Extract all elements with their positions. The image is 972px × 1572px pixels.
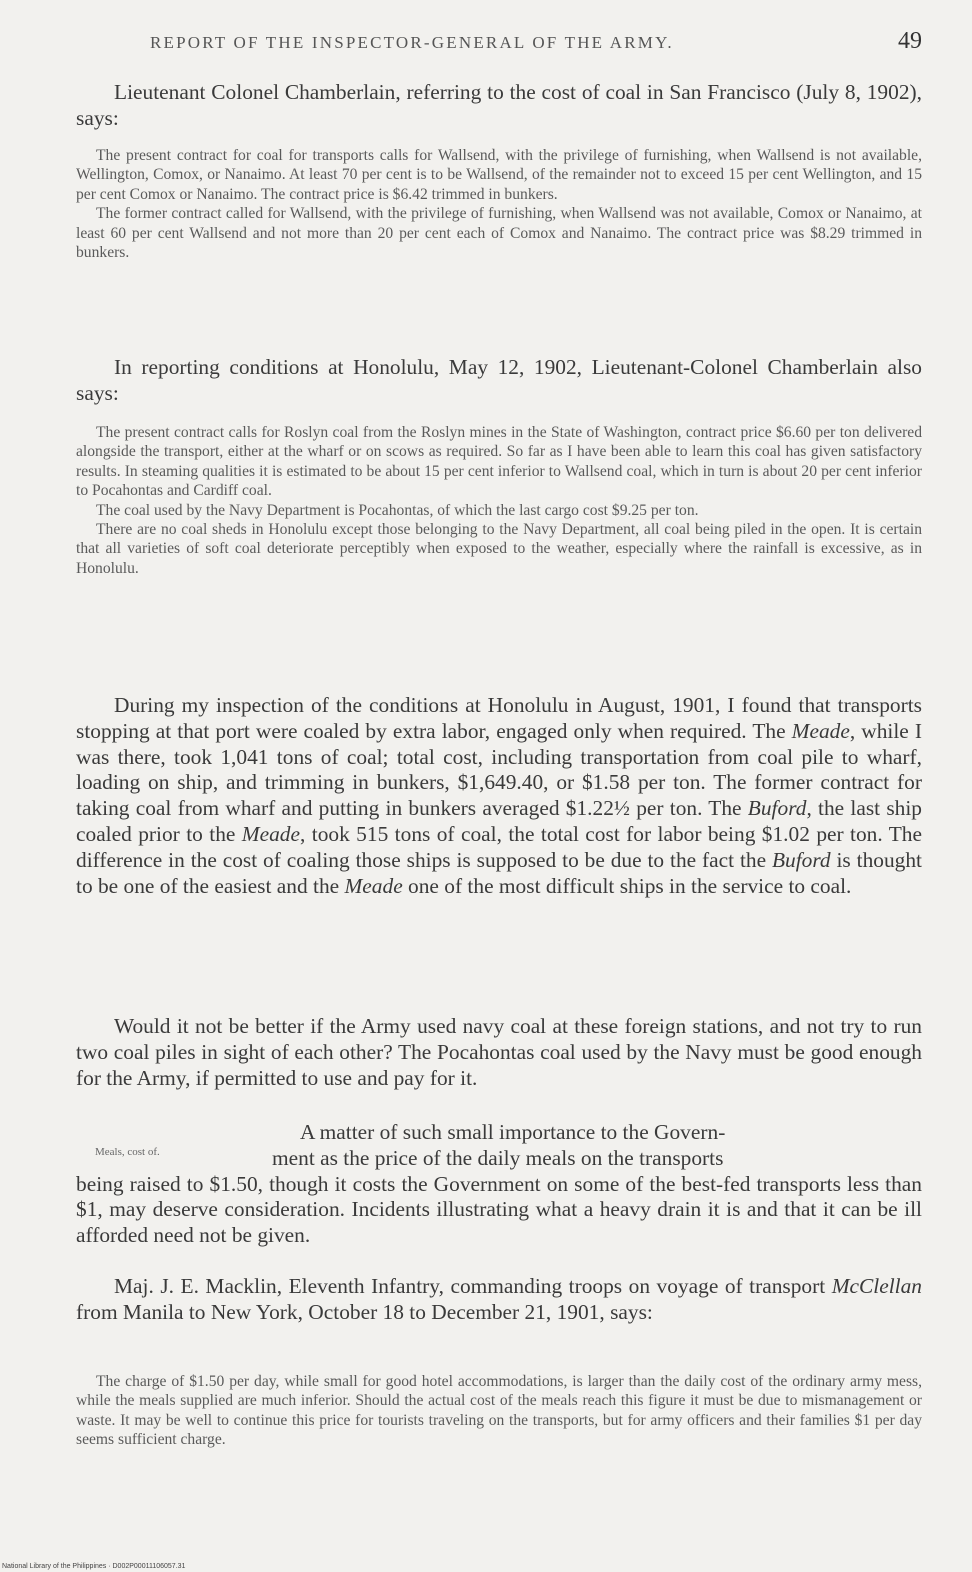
ship-name: Meade [344,873,403,898]
ship-name: Meade [791,718,850,743]
page-header [76,28,922,55]
ship-name: Buford [747,796,807,821]
quote-paragraph: The present contract for coal for transports calls for Wallsend, with the privilege of furnishing, when Wallsend is not available, Wellington, Comox, or Nanaimo. At least 70 per cent is to be Wallsend, of the remainder not to exceed 15 per cent Wellington, and 15 per cent Comox or Nanaimo. The contract price is $6.42 trimmed in bunkers. [76,147,922,203]
page-number: 49 [898,28,922,54]
margin-note: Meals, cost of. [95,1146,160,1158]
quote-sf-contract [76,146,922,262]
paragraph-honolulu-intro: In reporting conditions at Honolulu, May 12, 1902, Lieutenant-Colonel Chamberlain also says: [76,355,922,405]
paragraph-inspection: During my inspection of the conditions at Honolulu in August, 1901, I found that transports stopping at that port were coaled by extra labor, engaged only when required. The Meade, while I was there, took 1,041 tons of coal; total cost, including transportation from coal pile to wharf, loading on ship, and trimming in bunkers, $1,649.40, or $1.58 per ton. The former contract for taking coal from wharf and putting in bunkers averaged $1.22½ per ton. The Buford, the last ship coaled prior to the Meade, took 515 tons of coal, the total cost for labor being $1.02 per ton. The difference in the cost of coaling those ships is supposed to be due to the fact the Buford is thought to be one of the easiest and the Meade one of the most difficult ships in the service to coal. [76,693,923,898]
quote-honolulu-contract [76,423,922,578]
quote-paragraph: The coal used by the Navy Department is Pocahontas, of which the last cargo cost $9.25 per ton. [96,501,699,519]
paragraph-meals: A matter of such small importance to the Govern- ment as the price of the daily meals on the transports being raised to $1.50, though it costs the Government on some of the best-fed transports less than $1, may deserve consideration. Incidents illustrating what a heavy drain it is and that it can be ill afforded need not be given. [76,1120,922,1248]
ship-name: Buford [771,847,831,872]
running-head: REPORT OF THE INSPECTOR-GENERAL OF THE ARMY. [150,33,674,52]
quote-paragraph: The former contract called for Wallsend, with the privilege of furnishing, when Wallsend was not available, Comox or Nanaimo, at least 60 per cent Wallsend and not more than 20 per cent each of Comox and Nanaimo. The contract price was $8.29 trimmed in bunkers. [76,205,922,262]
ship-name: Meade [241,821,300,846]
ship-name: McClellan [831,1274,922,1298]
paragraph-chamberlain-sf: Lieutenant Colonel Chamberlain, referring to the cost of coal in San Francisco (July 8, 1902), says: [76,80,922,130]
paragraph-macklin: Maj. J. E. Macklin, Eleventh Infantry, commanding troops on voyage of transport McClellan from Manila to New York, October 18 to December 21, 1901, says: [76,1274,922,1324]
quote-paragraph: There are no coal sheds in Honolulu except those belonging to the Navy Department, all coal being piled in the open. It is certain that all varieties of soft coal deteriorate perceptibly when exposed to the weather, especially where the rainfall is excessive, as in Honolulu. [76,521,922,577]
paragraph-navy-coal: Would it not be better if the Army used navy coal at these foreign stations, and not try to run two coal piles in sight of each other? The Pocahontas coal used by the Navy must be good enough for the Army, if permitted to use and pay for it. [76,1014,922,1090]
quote-paragraph: The charge of $1.50 per day, while small for good hotel accommodations, is larger than the daily cost of the ordinary army mess, while the meals supplied are much inferior. Should the actual cost of the meals reach this figure it must be due to mismanagement or waste. It may be well to continue this price for tourists traveling on the transports, but for army officers and their families $1 per day seems sufficient charge. [76,1373,922,1449]
quote-paragraph: The present contract calls for Roslyn coal from the Roslyn mines in the State of Washington, contract price $6.60 per ton delivered alongside the transport, either at the wharf or on scows as required. So far as I have been able to learn this coal has given satisfactory results. In steaming qualities it is estimated to be about 15 per cent inferior to Wallsend coal, which in turn is about 20 per cent inferior to Pocahontas and Cardiff coal. [76,424,922,500]
quote-meals [76,1372,922,1450]
footer-scan-id: National Library of the Philippines · D002P00011106057.31 [2,1563,186,1570]
